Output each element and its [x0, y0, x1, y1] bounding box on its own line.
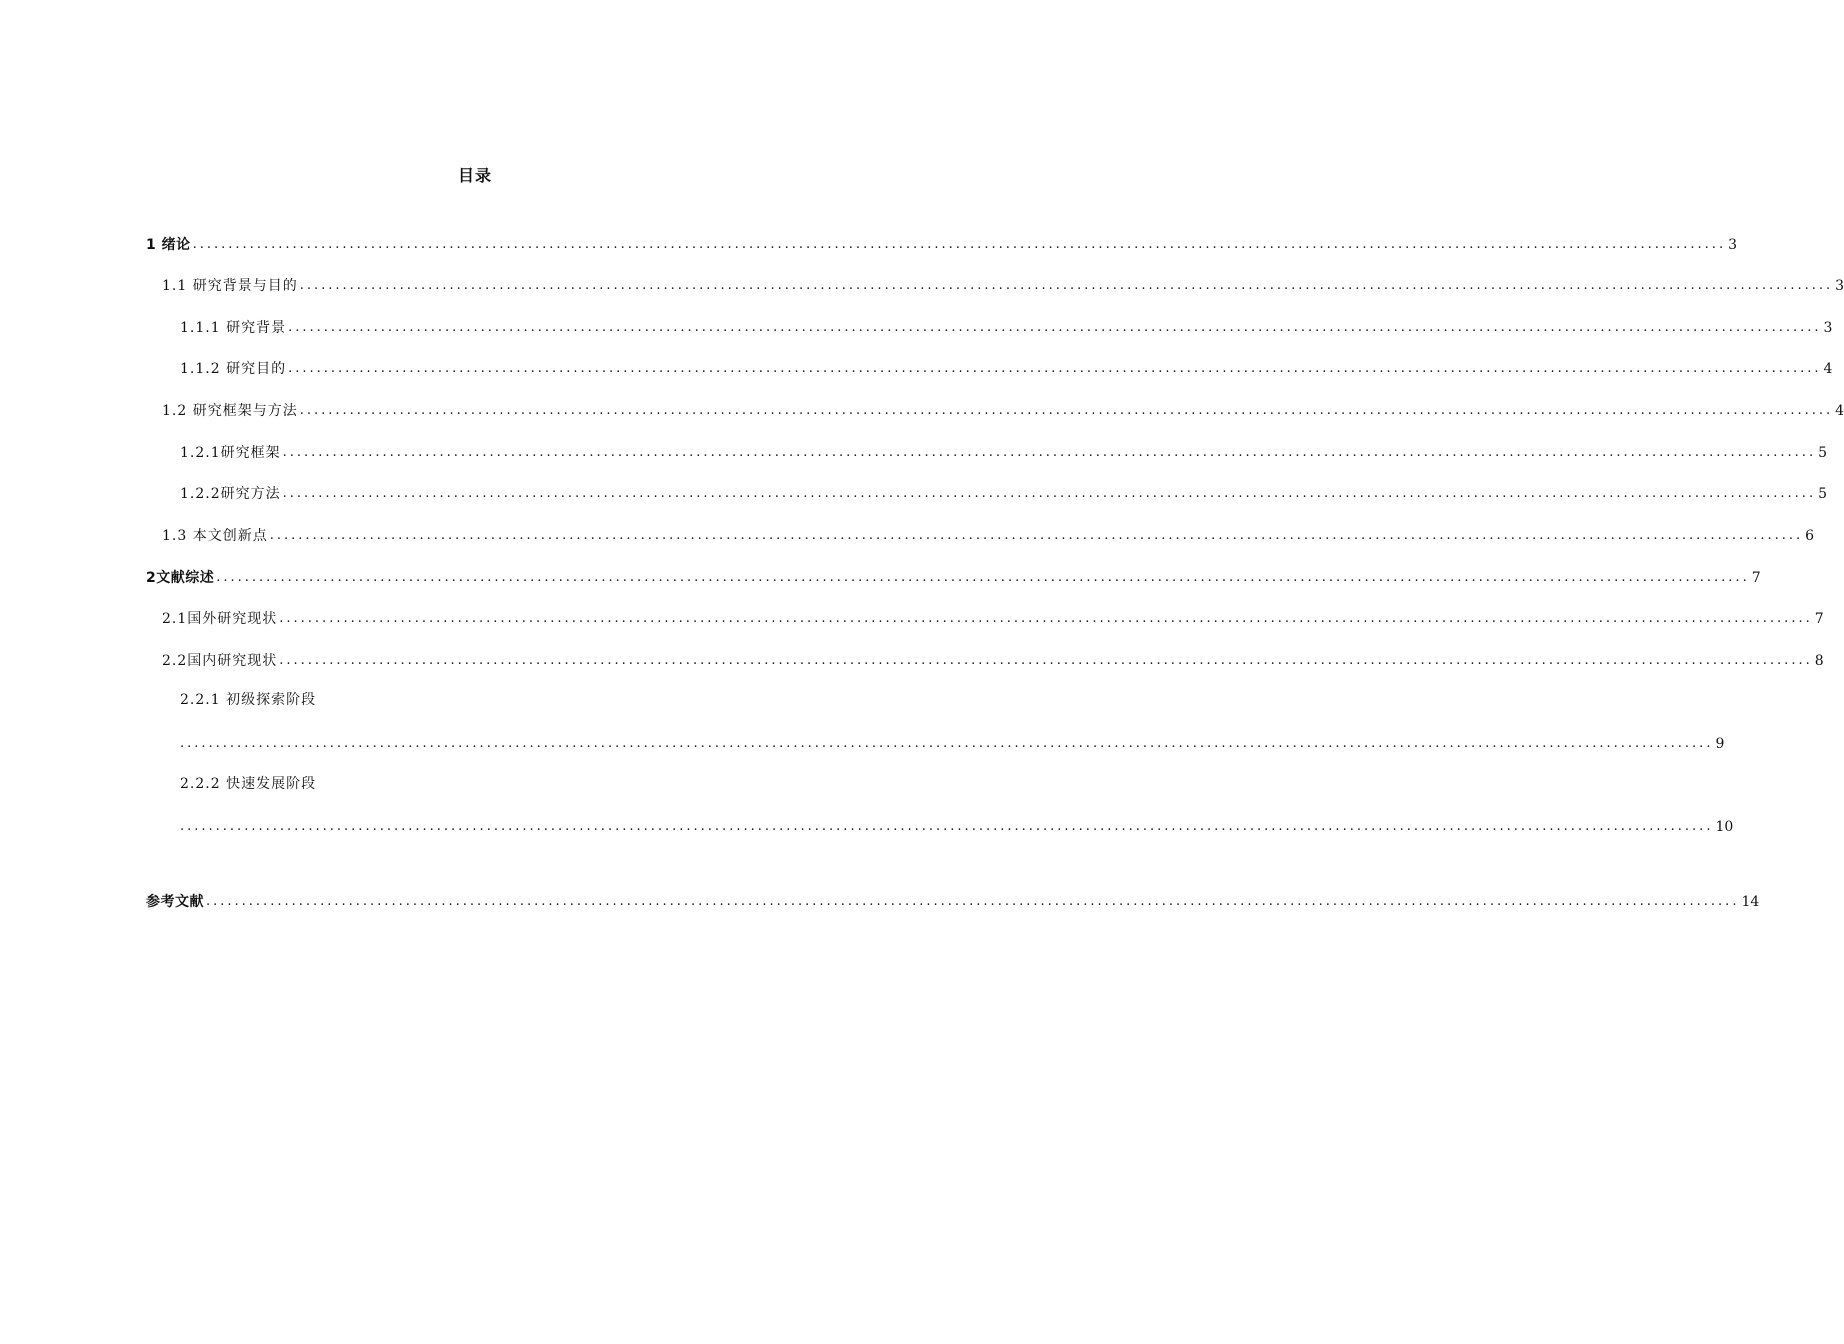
toc-entry[interactable]: [180, 316, 1833, 338]
toc-entry[interactable]: [180, 441, 1827, 463]
toc-entry-label: 1.1 研究背景与目的: [162, 278, 298, 294]
toc-leader: .......................................................................................................................................................................................................................: [279, 653, 1813, 668]
toc-entry[interactable]: [146, 233, 1737, 255]
toc-entry-label: 2.2国内研究现状: [162, 653, 278, 669]
toc-title: 目录: [457, 166, 492, 185]
toc-page-number: 4: [1823, 361, 1833, 377]
toc-entry[interactable]: [180, 357, 1833, 379]
toc-entry-label: 1 绪论: [146, 237, 191, 253]
toc-entry[interactable]: [180, 815, 1734, 837]
toc-entry-label: 2.1国外研究现状: [162, 611, 278, 627]
toc-leader: .......................................................................................................................................................................................................................: [206, 894, 1740, 909]
toc-leader: .......................................................................................................................................................................................................................: [288, 361, 1822, 376]
toc-entry[interactable]: [180, 732, 1725, 754]
toc-leader: .......................................................................................................................................................................................................................: [269, 528, 1804, 543]
toc-entry[interactable]: [162, 649, 1824, 671]
toc-leader: .......................................................................................................................................................................................................................: [282, 445, 1817, 460]
toc-entry[interactable]: [146, 890, 1760, 912]
toc-page-number: 3: [1835, 278, 1844, 294]
toc-page-number: 6: [1805, 528, 1815, 544]
toc-page-number: 4: [1835, 403, 1844, 419]
toc-leader: .......................................................................................................................................................................................................................: [180, 819, 1714, 834]
toc-leader: .......................................................................................................................................................................................................................: [180, 736, 1714, 751]
toc-entry[interactable]: [162, 607, 1824, 629]
toc-entry[interactable]: [162, 274, 1844, 296]
toc-entry-label[interactable]: 2.2.1 初级探索阶段: [180, 692, 317, 708]
toc-entry-label[interactable]: 2.2.2 快速发展阶段: [180, 776, 317, 792]
toc-entry-label: 1.3 本文创新点: [162, 528, 268, 544]
toc-page-number: 8: [1814, 653, 1824, 669]
toc-entry[interactable]: [146, 566, 1761, 588]
toc-entry-label: 1.1.1 研究背景: [180, 320, 287, 336]
toc-entry[interactable]: [180, 482, 1827, 504]
toc-page-number: 5: [1818, 445, 1827, 461]
toc-page-number: 9: [1715, 736, 1725, 752]
toc-entry[interactable]: [162, 399, 1844, 421]
toc-entry-label: 1.1.2 研究目的: [180, 361, 287, 377]
toc-leader: .......................................................................................................................................................................................................................: [216, 570, 1750, 585]
toc-entry-label: 参考文献: [146, 894, 204, 910]
toc-leader: .......................................................................................................................................................................................................................: [288, 320, 1822, 335]
toc-leader: .......................................................................................................................................................................................................................: [282, 486, 1817, 501]
toc-entry-label: 1.2.1研究框架: [180, 445, 281, 461]
toc-page-number: 10: [1715, 819, 1734, 835]
toc-leader: .......................................................................................................................................................................................................................: [299, 403, 1834, 418]
toc-page-number: 3: [1728, 237, 1737, 253]
toc-page-number: 7: [1814, 611, 1824, 627]
toc-page-number: 14: [1741, 894, 1760, 910]
toc-leader: .......................................................................................................................................................................................................................: [279, 611, 1813, 626]
toc-leader: .......................................................................................................................................................................................................................: [192, 237, 1727, 252]
toc-page-number: 5: [1818, 486, 1827, 502]
toc-page-number: 3: [1823, 320, 1833, 336]
toc-entry-label: 2文献综述: [146, 570, 215, 586]
toc-entry[interactable]: [162, 524, 1815, 546]
toc-entry-label: 1.2 研究框架与方法: [162, 403, 298, 419]
toc-page-number: 7: [1751, 570, 1761, 586]
toc-entry-label: 1.2.2研究方法: [180, 486, 281, 502]
toc-leader: .......................................................................................................................................................................................................................: [299, 278, 1834, 293]
